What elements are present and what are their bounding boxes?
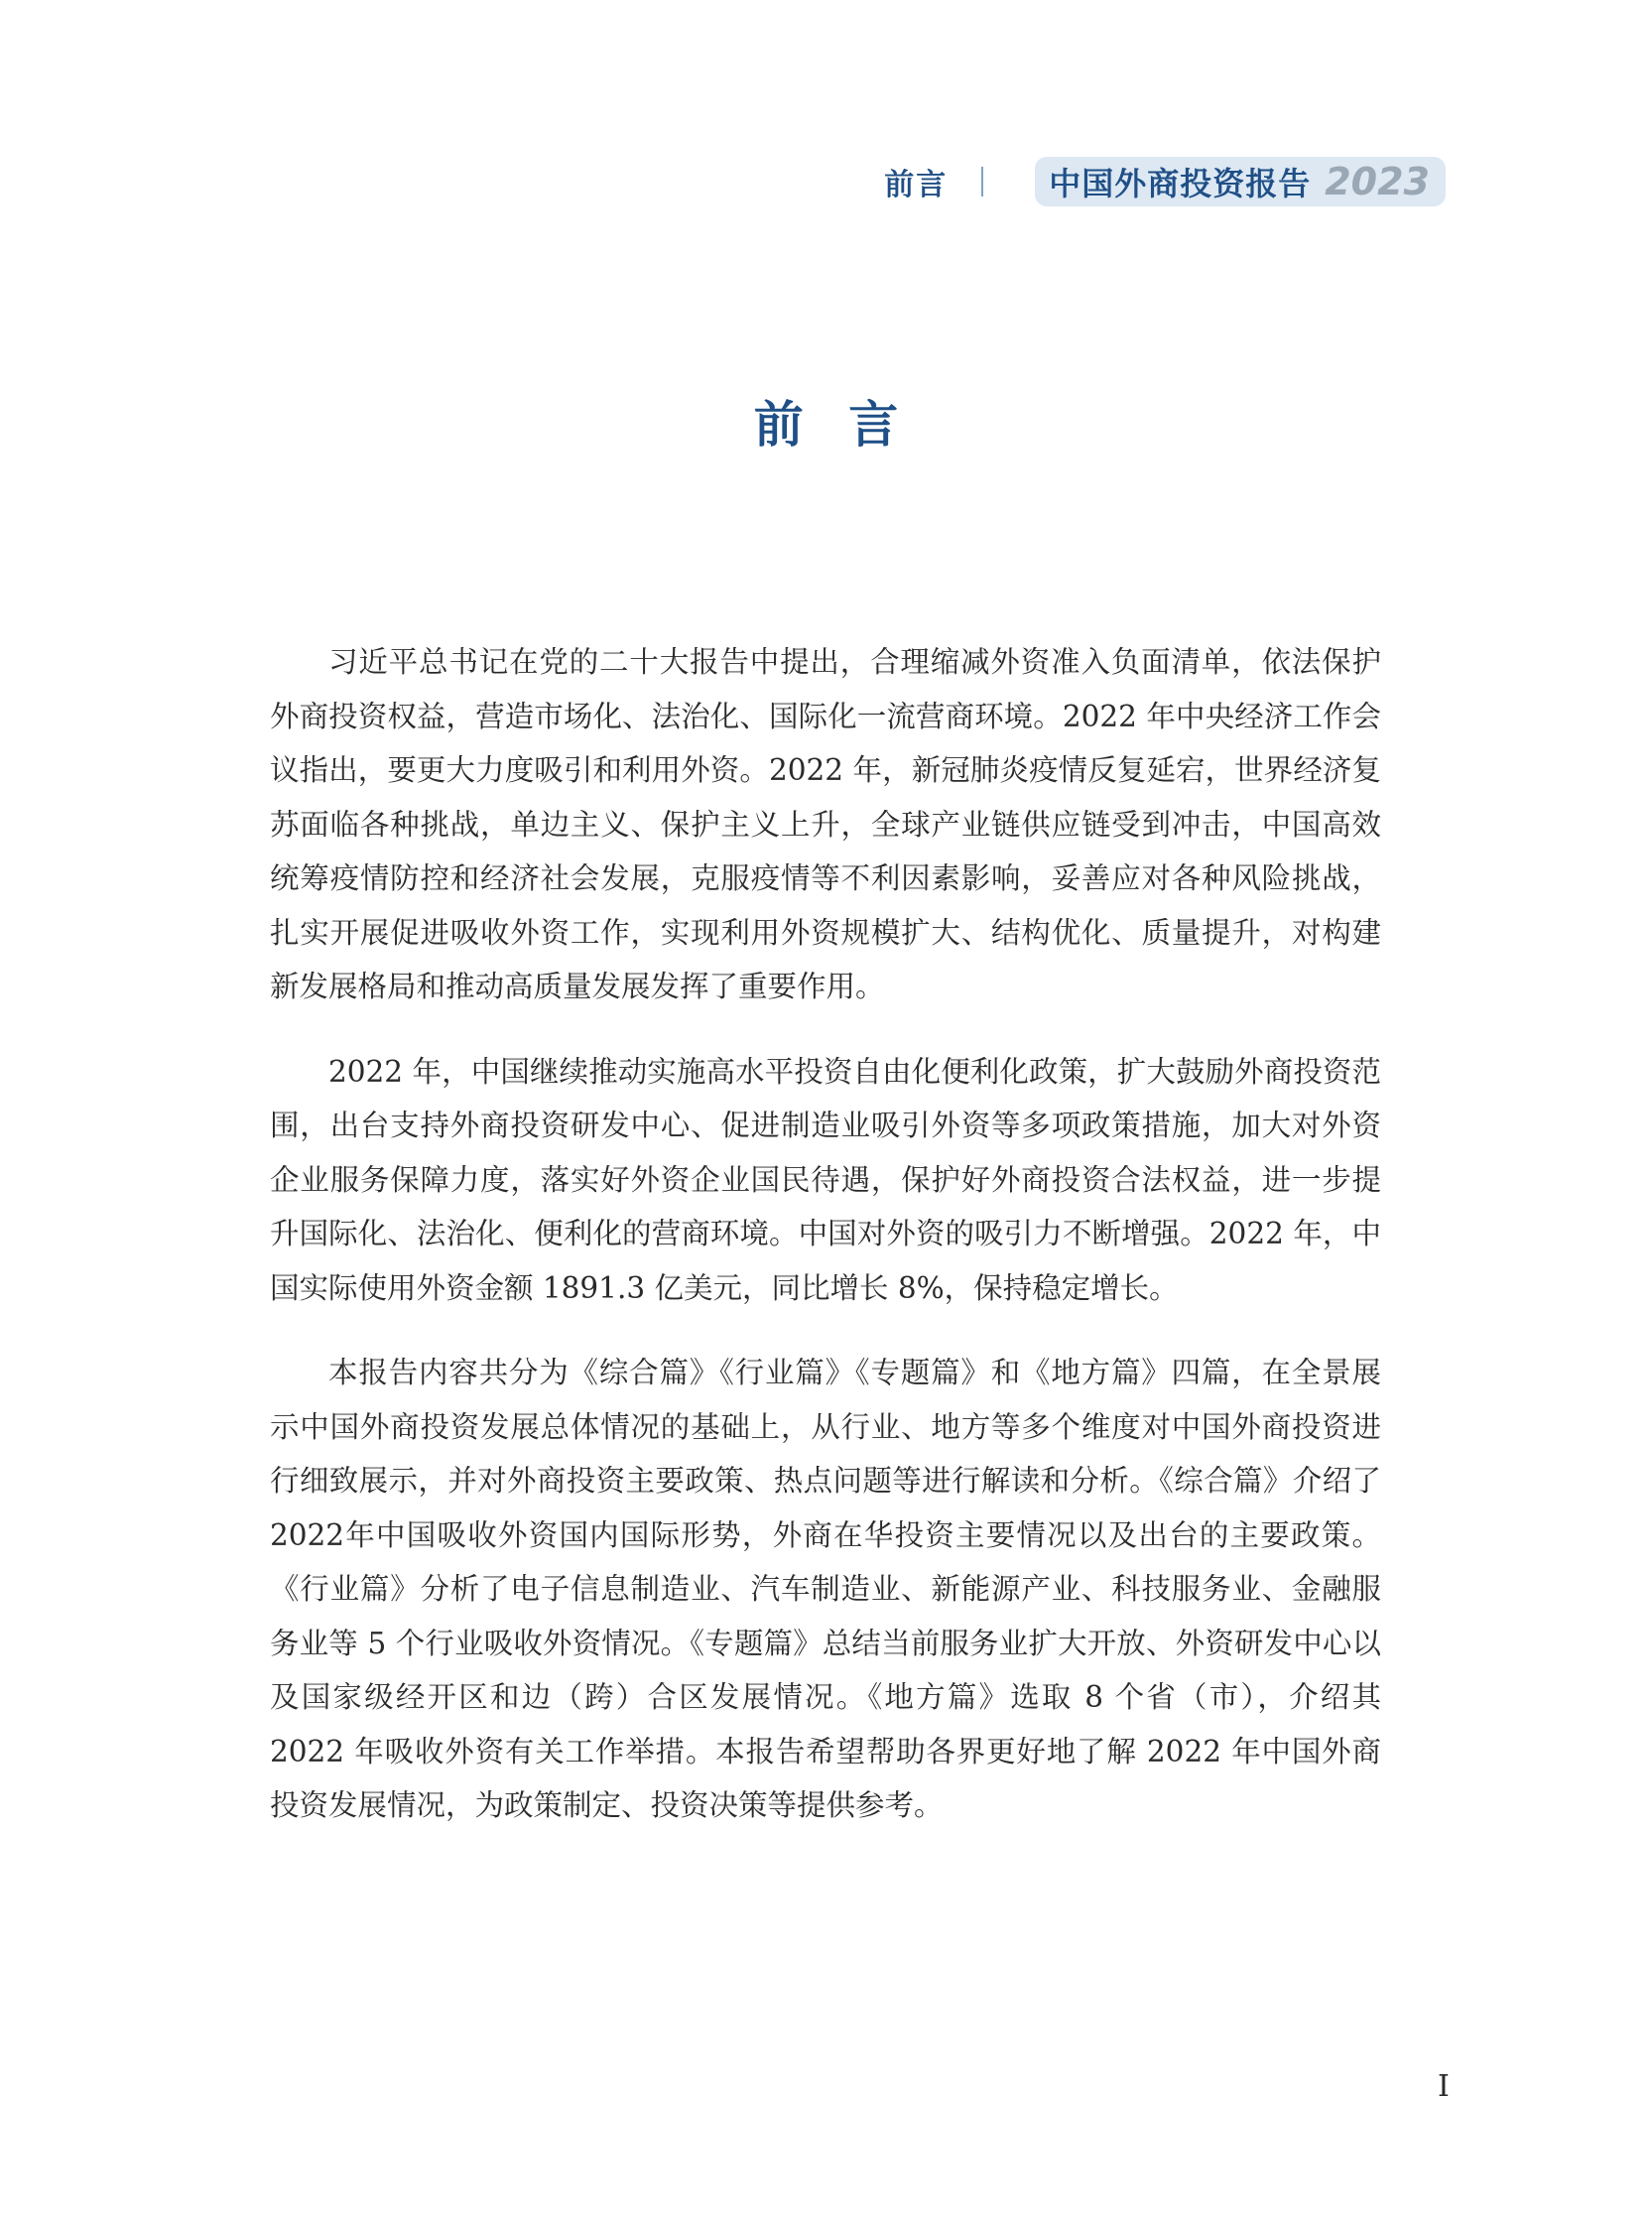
report-year: 2023 [1325, 160, 1430, 203]
page-title: 前 言 [753, 396, 913, 454]
header-divider [981, 167, 983, 196]
report-title: 中国外商投资报告 [1049, 165, 1312, 202]
paragraph-2: 2022 年，中国继续推动实施高水平投资自由化便利化政策，扩大鼓励外商投资范围，出台支持外商投资研发中心、促进制造业吸引外资等多项政策措施，加大对外资企业服务保障力度，落实好外资企业国民待遇，保护好外商投资合法权益，进一步提升国际化、法治化、便利化的营商环境。中国对外资的吸引力不断增强。2022 年，中国实际使用外资金额 1891.3 亿美元，同比增长 8%，保持稳定增长。 [270, 1054, 1381, 1305]
header-section-label: 前言 [884, 168, 949, 202]
body-text [270, 635, 1381, 1864]
paragraph-3: 本报告内容共分为《综合篇》《行业篇》《专题篇》和《地方篇》四篇，在全景展示中国外商投资发展总体情况的基础上，从行业、地方等多个维度对中国外商投资进行细致展示，并对外商投资主要政策、热点问题等进行解读和分析。《综合篇》介绍了2022年中国吸收外资国内国际形势，外商在华投资主要情况以及出台的主要政策。《行业篇》分析了电子信息制造业、汽车制造业、新能源产业、科技服务业、金融服务业等 5 个行业吸收外资情况。《专题篇》总结当前服务业扩大开放、外资研发中心以及国家级经开区和边（跨）合区发展情况。《地方篇》选取 8 个省（市），介绍其 2022 年吸收外资有关工作举措。本报告希望帮助各界更好地了解 2022 年中国外商投资发展情况，为政策制定、投资决策等提供参考。 [270, 1356, 1381, 1822]
paragraph-1: 习近平总书记在党的二十大报告中提出，合理缩减外资准入负面清单，依法保护外商投资权益，营造市场化、法治化、国际化一流营商环境。2022 年中央经济工作会议指出，要更大力度吸引和利用外资。2022 年，新冠肺炎疫情反复延宕，世界经济复苏面临各种挑战，单边主义、保护主义上升，全球产业链供应链受到冲击，中国高效统筹疫情防控和经济社会发展，克服疫情等不利因素影响，妥善应对各种风险挑战，扎实开展促进吸收外资工作，实现利用外资规模扩大、结构优化、质量提升，对构建新发展格局和推动高质量发展发挥了重要作用。 [270, 645, 1381, 1003]
page-number: I [1438, 2069, 1450, 2104]
running-header [884, 157, 1446, 206]
report-title-badge [1035, 157, 1446, 206]
